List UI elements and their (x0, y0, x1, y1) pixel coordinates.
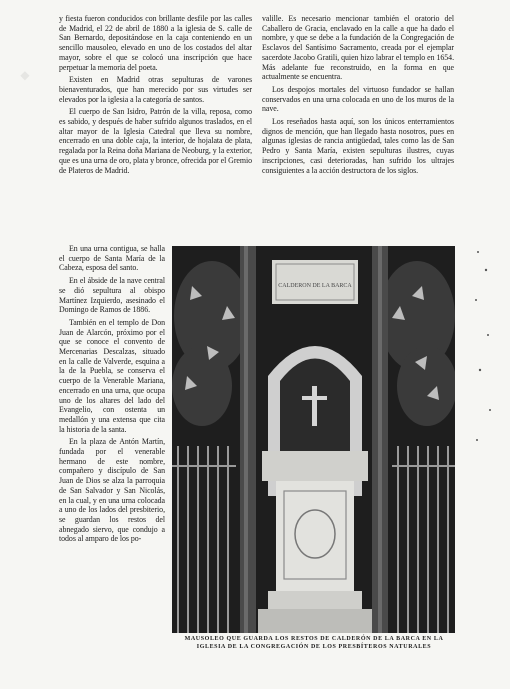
caption-line: IGLESIA DE LA CONGREGACIÓN DE LOS PRESBÍTEROS NATURALES (196, 644, 432, 650)
mausoleum-photo (172, 246, 455, 633)
paragraph: El cuerpo de San Isidro, Patrón de la villa, reposa, como es sabido, y después de haber sufrido algunos traslados, en el altar mayor de la Iglesia Catedral que lleva su nombre, encerrado en una doble caja, la interior, de hojalata de plata, regalada por la Reina doña Mariana de Neoburg, y la exterior, que es una urna de oro, plata y bronce, ofrecida por el Gremio de Plateros de Madrid. (59, 107, 252, 175)
caption-line: MAUSOLEO QUE GUARDA LOS RESTOS DE CALDERÓN DE LA BARCA EN LA (184, 636, 444, 642)
article-column-right-top (262, 14, 454, 178)
watermark: ▪ (10, 61, 39, 90)
paragraph: valille. Es necesario mencionar también el oratorio del Caballero de Gracia, enclavado en la calle a que ha dado el nombre, y que se debe a la fundación de la Congregación de Esclavos del Santísimo Sacramento, creada por el ejemplar sacerdote Jacobo Gratili, quien hizo labrar el templo en 1654. Más adelante fue reconstruido, en la forma en que actualmente se encuentra. (262, 14, 454, 82)
plaque-text: CALDERON DE LA BARCA (278, 283, 352, 289)
paragraph: En el ábside de la nave central se dió sepultura al obispo Martínez Izquierdo, asesinado el Domingo de Ramos de 1886. (59, 276, 165, 315)
paragraph: y fiesta fueron conducidos con brillante desfile por las calles de Madrid, el 22 de abril de 1880 a la iglesia de S. calle de San Bernardo, depositándose en la caja conteniendo en un sencillo mausoleo, elevado en uno de los costados del altar mayor, sobre el que se colocó una inscripción que hace perpetuar la memoria del poeta. (59, 14, 252, 72)
paragraph: Existen en Madrid otras sepulturas de varones bienaventurados, que han merecido por sus virtudes ser elevados por la iglesia a la categoría de santos. (59, 75, 252, 104)
margin-marks (468, 240, 498, 460)
paragraph: Los despojos mortales del virtuoso fundador se hallan conservados en una urna colocada en uno de los muros de la nave. (262, 84, 454, 114)
paragraph: Los reseñados hasta aquí, son los únicos enterramientos dignos de mención, que han llegado hasta nosotros, pues en algunas iglesias de rancia antigüedad, tales como las de San Pedro y Santa María, existen sepulturas ilustres, cuyas inscripciones, casi deterioradas, han sufrido los ultrajes consiguientes a la acción destructora de los siglos. (262, 117, 454, 175)
paragraph: En una urna contigua, se halla el cuerpo de Santa María de la Cabeza, esposa del santo. (59, 244, 165, 273)
paragraph: En la plaza de Antón Martín, fundada por el venerable hermano de este nombre, compañero y discípulo de San Juan de Dios se alza la parroquia de San Salvador y San Nicolás, en la cual, y en una urna colocada a uno de los lados del presbiterio, se guardan los restos del abnegado siervo, que condujo a todos al amparo de los po- (59, 437, 165, 544)
photo-caption (170, 635, 458, 651)
article-column-left-top (59, 14, 252, 178)
article-column-left-narrow (59, 244, 165, 547)
paragraph: También en el templo de Don Juan de Alarcón, próximo por el que se conoce el convento de Mercenarias Descalzas, situado en la calle de Valverde, esquina a la de la Puebla, se conserva el cuerpo de la Venerable Mariana, encerrado en una urna, que ocupa uno de los altares del lado del Evangelio, con ostenta un medallón y una extensa que cita la historia de la santa. (59, 317, 165, 434)
